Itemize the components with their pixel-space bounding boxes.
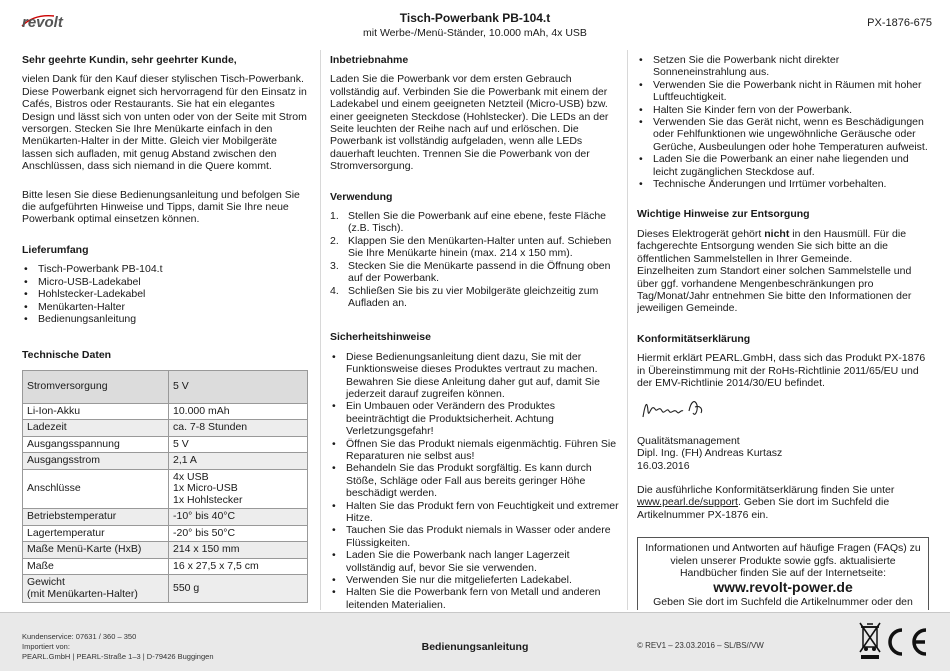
spec-key: Betriebstemperatur — [23, 509, 169, 526]
scope-list — [22, 263, 310, 325]
table-row — [23, 542, 308, 559]
list-item: • Verwenden Sie das Gerät nicht, wenn es Beschädigungen oder Fehlfunktionen wie ungewöhnliche Geräusche oder Gerüche, Ausbeulungen oder hohe Temperaturen aufweist. — [637, 116, 929, 153]
column-divider — [627, 50, 628, 610]
list-item: • Verwenden Sie nur die mitgelieferten Ladekabel. — [330, 574, 620, 586]
list-item: • Menükarten-Halter — [22, 301, 310, 313]
faq-box — [637, 537, 929, 610]
intro-paragraph: vielen Dank für den Kauf dieser stylischen Tisch-Powerbank. Diese Powerbank eignet sich hervorragend für den Einsatz in Cafés, Bistros oder Restaurants. Sie hat ein elegantes Design und lässt sich von unten oder von der Seite mit Strom versorgen. Stecken Sie Ihre Menükarte einfach in den Menükarten-Halter in der Mitte. Gleich vier Mobilgeräte lassen sich aufladen, mit genug Abstand zwischen den Anschlüssen, dass sich niemand in die Quere kommt. — [22, 73, 307, 173]
conformity-heading: Konformitätserklärung — [637, 332, 751, 345]
column-middle — [330, 52, 620, 610]
conformity-paragraph: Hiermit erklärt PEARL.GmbH, dass sich das Produkt PX-1876 in Übereinstimmung mit der RoHs-Richtlinie 2011/65/EU und der EMV-Richtlinie 2014/30/EU befindet. — [637, 352, 926, 389]
spec-key: Ladezeit — [23, 420, 169, 437]
spec-value: 5 V — [169, 436, 308, 453]
signer-role: Qualitätsmanagement — [637, 434, 740, 447]
signature-image — [637, 391, 727, 429]
list-item: • Tisch-Powerbank PB-104.t — [22, 263, 310, 275]
table-row — [23, 509, 308, 526]
startup-heading: Inbetriebnahme — [330, 54, 409, 66]
spec-value: -20° bis 50°C — [169, 525, 308, 542]
list-item: • Micro-USB-Ladekabel — [22, 276, 310, 288]
spec-value-line: 1x Micro-USB — [173, 482, 238, 495]
list-item: • Technische Änderungen und Irrtümer vorbehalten. — [637, 178, 929, 190]
spec-key — [23, 575, 169, 603]
list-item — [330, 285, 620, 310]
safety-list-continued — [637, 54, 929, 190]
spec-value: 16 x 27,5 x 7,5 cm — [169, 558, 308, 575]
spec-key-line: (mit Menükarten-Halter) — [27, 587, 138, 600]
list-item: • Laden Sie die Powerbank nach langer Lagerzeit vollständig auf, bevor Sie sie verwenden. — [330, 549, 620, 574]
list-item: • Behandeln Sie das Produkt sorgfältig. Es kann durch Stöße, Schläge oder Fall aus bereits geringer Höhe beschädigt werden. — [330, 462, 620, 499]
signer-name: Dipl. Ing. (FH) Andreas Kurtasz — [637, 447, 783, 460]
spec-value: 5 V — [169, 370, 308, 403]
list-item: • Setzen Sie die Powerbank nicht direkter Sonneneinstrahlung aus. — [637, 54, 929, 79]
sign-date: 16.03.2016 — [637, 459, 690, 472]
spec-value: 10.000 mAh — [169, 403, 308, 420]
table-row — [23, 420, 308, 437]
table-row — [23, 575, 308, 603]
article-code: PX-1876-675 — [867, 17, 932, 29]
importer-address: PEARL.GmbH | PEARL-Straße 1–3 | D-79426 Buggingen — [22, 652, 214, 661]
list-item: • Verwenden Sie die Powerbank nicht in Räumen mit hoher Luftfeuchtigkeit. — [637, 79, 929, 104]
step-number: 1. — [330, 210, 339, 223]
table-row — [23, 453, 308, 470]
step-text: Stellen Sie die Powerbank auf eine ebene, feste Fläche (z.B. Tisch). — [348, 210, 607, 235]
spec-value: 214 x 150 mm — [169, 542, 308, 559]
list-item — [330, 235, 620, 260]
list-item: • Hohlstecker-Ladekabel — [22, 288, 310, 300]
spec-table — [22, 370, 308, 604]
spec-key: Ausgangsspannung — [23, 436, 169, 453]
list-item: • Laden Sie die Powerbank an einer nahe liegenden und leicht zugänglichen Steckdose auf. — [637, 153, 929, 178]
spec-value: ca. 7-8 Stunden — [169, 420, 308, 437]
list-item: • Halten Sie die Powerbank fern von Metall und anderen leitenden Materialien. — [330, 586, 620, 610]
step-number: 3. — [330, 259, 339, 272]
table-row — [23, 558, 308, 575]
list-item: • Ein Umbauen oder Verändern des Produktes beeinträchtigt die Produktsicherheit. Achtung Verletzungsgefahr! — [330, 400, 620, 437]
weee-bin-icon — [858, 620, 882, 660]
faq-tail: Geben Sie dort im Suchfeld die Artikelnummer oder den — [653, 596, 913, 609]
spec-key: Anschlüsse — [23, 469, 169, 509]
disposal-paragraph-2: Einzelheiten zum Standort einer solchen Sammelstelle und über ggf. vorhandene Mengenbeschränkungen pro Tag/Monat/Jahr entnehmen Sie bitte den Informationen der jeweiligen Gemeinde. — [637, 265, 912, 315]
step-number: 4. — [330, 284, 339, 297]
spec-key: Ausgangsstrom — [23, 453, 169, 470]
spec-value-line: 1x Hohlstecker — [173, 493, 243, 506]
spec-value — [169, 469, 308, 509]
list-item: • Öffnen Sie das Produkt niemals eigenmächtig. Führen Sie Reparaturen nie selbst aus! — [330, 438, 620, 463]
step-text: Schließen Sie bis zu vier Mobilgeräte gleichzeitig zum Aufladen an. — [348, 284, 599, 309]
list-item — [330, 260, 620, 285]
ce-mark-icon — [882, 626, 930, 658]
scope-heading: Lieferumfang — [22, 243, 89, 256]
full-declaration-paragraph: Die ausführliche Konformitätserklärung finden Sie unter www.pearl.de/support. Geben Sie dort im Suchfeld die Artikelnummer PX-1876 ein. — [637, 483, 895, 521]
revision-info: © REV1 – 23.03.2016 – SL/BS//VW — [637, 641, 764, 650]
page-footer — [0, 612, 950, 671]
document-title: Tisch-Powerbank PB-104.t — [399, 11, 551, 25]
spec-key: Maße Menü-Karte (HxB) — [23, 542, 169, 559]
page-header — [0, 0, 950, 48]
column-right — [637, 52, 929, 610]
table-row — [23, 436, 308, 453]
spec-key-line: Gewicht — [27, 576, 65, 589]
footer-title: Bedienungsanleitung — [421, 641, 529, 653]
list-item: • Diese Bedienungsanleitung dient dazu, Sie mit der Funktionsweise dieses Produktes vertraut zu machen. Bewahren Sie diese Anleitung daher gut auf, damit Sie jederzeit darauf zugreifen können. — [330, 351, 620, 401]
step-text: Stecken Sie die Menükarte passend in die Öffnung oben auf der Powerbank. — [348, 259, 611, 285]
step-text: Klappen Sie den Menükarten-Halter unten auf. Schieben Sie Ihre Menükarte hinein (max. 214 x 150 mm). — [348, 234, 612, 260]
table-row — [23, 525, 308, 542]
document-subtitle: mit Werbe-/Menü-Ständer, 10.000 mAh, 4x USB — [363, 27, 587, 39]
list-item: • Halten Sie Kinder fern von der Powerbank. — [637, 104, 929, 116]
disposal-paragraph: Dieses Elektrogerät gehört nicht in den Hausmüll. Für die fachgerechte Entsorgung wenden Sie sich bitte an die öffentlichen Sammelstellen in Ihrer Gemeinde. — [637, 227, 907, 265]
importer-label: Importiert von: — [22, 642, 70, 651]
column-divider — [320, 50, 321, 610]
read-note-paragraph: Bitte lesen Sie diese Bedienungsanleitung und befolgen Sie die aufgeführten Hinweise und Tipps, damit Sie Ihre neue Powerbank optimal einsetzen können. — [22, 188, 300, 226]
step-number: 2. — [330, 234, 339, 247]
spec-value: 550 g — [169, 575, 308, 603]
list-item: • Halten Sie das Produkt fern von Feuchtigkeit und extremer Hitze. — [330, 500, 620, 525]
spec-key: Maße — [23, 558, 169, 575]
faq-text: Informationen und Antworten auf häufige Fragen (FAQs) zu vielen unserer Produkte sowie ggfs. aktualisierte Handbücher finden Sie auf der Internetseite: — [645, 542, 921, 579]
column-left — [22, 52, 310, 610]
table-row — [23, 403, 308, 420]
spec-value: 2,1 A — [169, 453, 308, 470]
list-item: • Bedienungsanleitung — [22, 313, 310, 325]
list-item: • Tauchen Sie das Produkt niemals in Wasser oder andere Flüssigkeiten. — [330, 524, 620, 549]
customer-service: Kundenservice: 07631 / 360 – 350 — [22, 632, 137, 641]
safety-list — [330, 351, 620, 610]
greeting: Sehr geehrte Kundin, sehr geehrter Kunde, — [22, 54, 237, 66]
disposal-heading: Wichtige Hinweise zur Entsorgung — [637, 208, 810, 221]
tech-heading: Technische Daten — [22, 349, 112, 362]
faq-url[interactable]: www.revolt-power.de — [713, 579, 853, 596]
usage-list — [330, 210, 620, 309]
spec-value-line: 4x USB — [173, 470, 209, 483]
startup-paragraph: Laden Sie die Powerbank vor dem ersten Gebrauch vollständig auf. Verbinden Sie die Powerbank mit einem der Ladekabel und einem geeigneten Netzteil (Micro-USB) bzw. einer geeigneten Steckdose (Hohlstecker). Die LEDs an der Seite leuchten der Reihe nach auf und erlöschen. Die Powerbank ist vollständig aufgeladen, wenn alle LEDs dauerhaft leuchten. Trennen Sie die Powerbank von der Stromversorgung. — [330, 73, 609, 173]
svg-text:revolt: revolt — [22, 14, 63, 31]
spec-key: Stromversorgung — [23, 370, 169, 403]
usage-heading: Verwendung — [330, 190, 393, 203]
support-link[interactable]: www.pearl.de/support — [637, 496, 738, 509]
spec-key: Li-Ion-Akku — [23, 403, 169, 420]
safety-heading: Sicherheitshinweise — [330, 331, 431, 344]
spec-key: Lagertemperatur — [23, 525, 169, 542]
table-row — [23, 370, 308, 403]
spec-value: -10° bis 40°C — [169, 509, 308, 526]
list-item — [330, 210, 620, 235]
table-row — [23, 469, 308, 509]
